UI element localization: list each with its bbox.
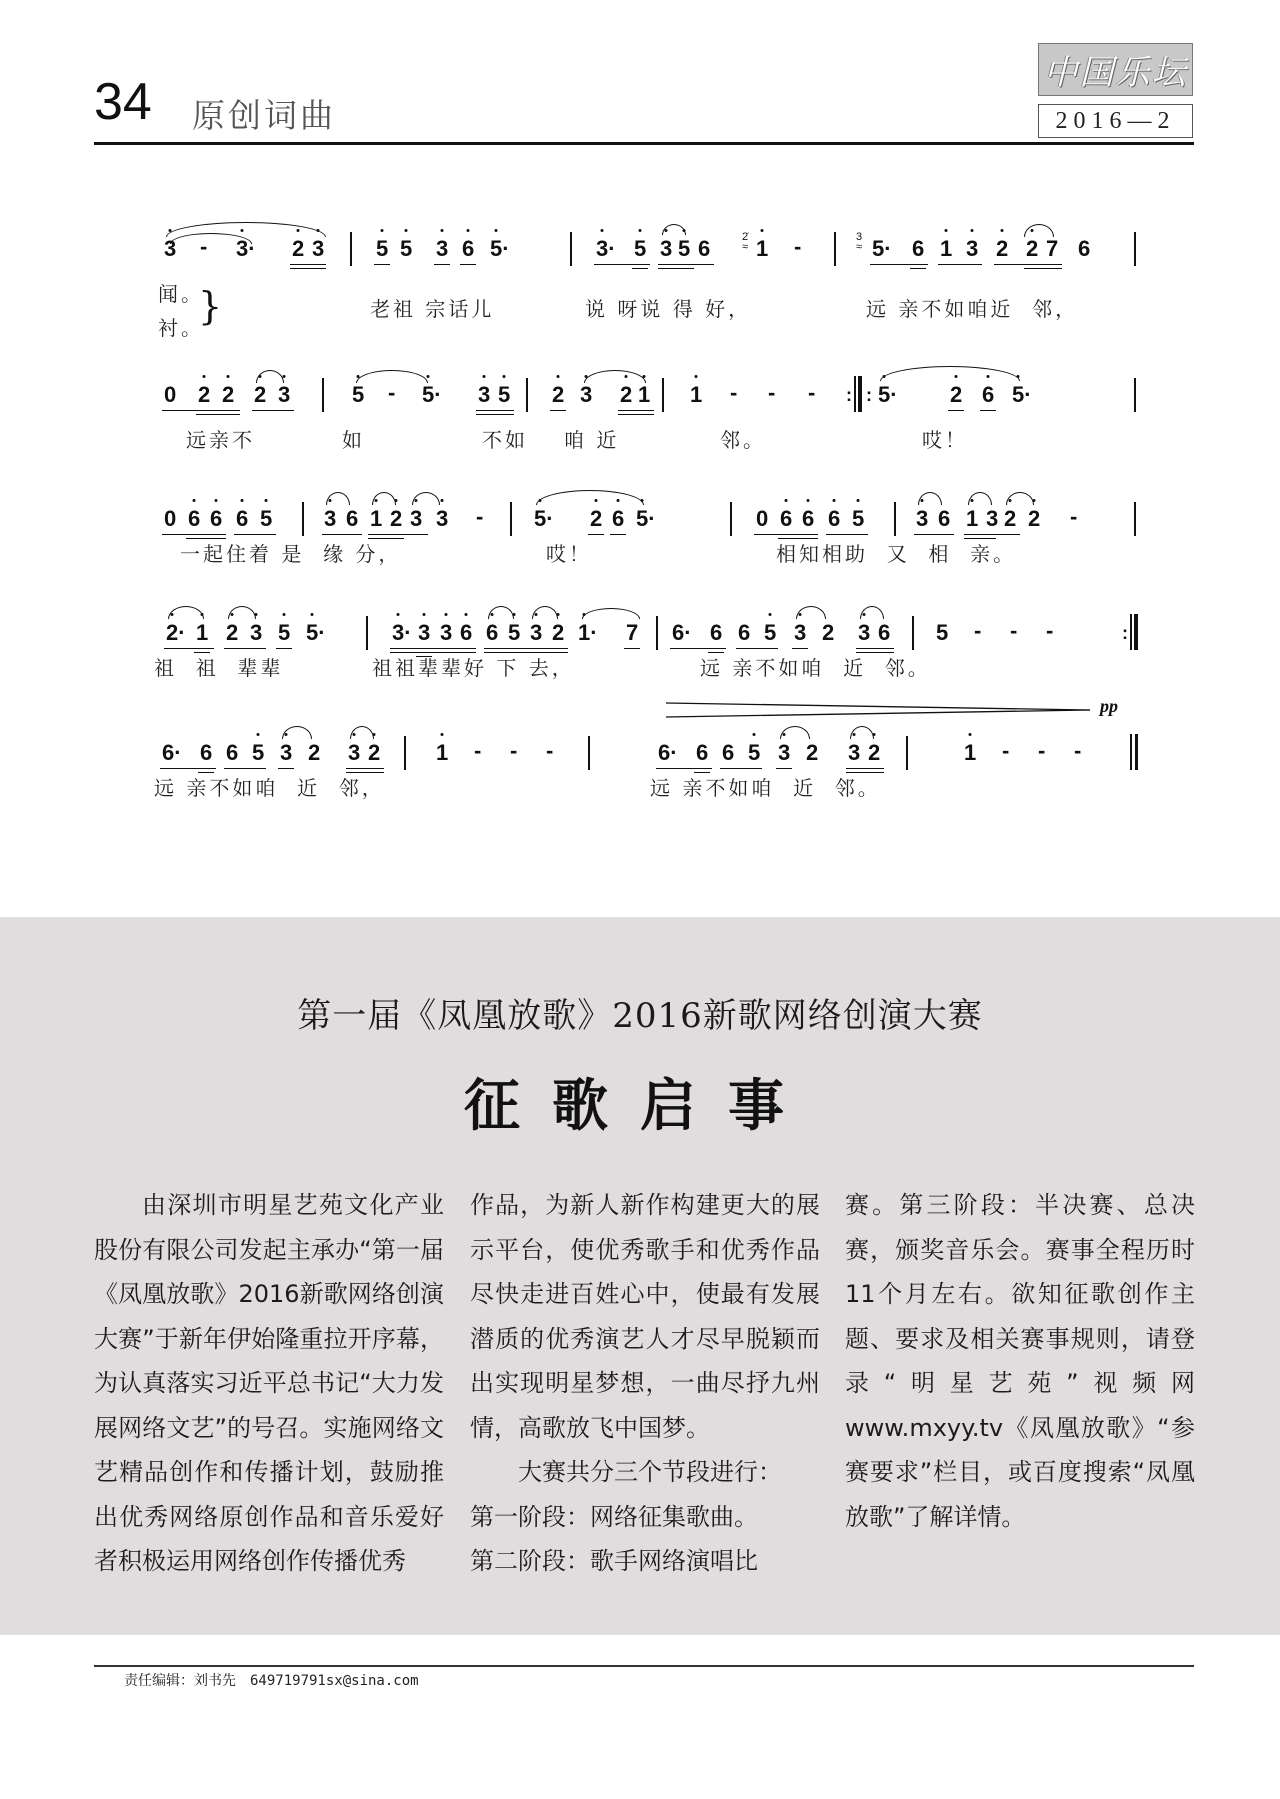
editor-label: 责任编辑：刘书先 <box>124 1673 236 1689</box>
issue-number: 2016—2 <box>1038 104 1193 138</box>
footer-rule <box>94 1665 1194 1667</box>
magazine-masthead: 中国乐坛 <box>1038 43 1193 96</box>
lyrics-line-1d: 说 呀说 得 好， <box>585 297 752 321</box>
brace: } <box>198 284 223 328</box>
lyrics-line-2e: 邻。 <box>720 428 766 452</box>
lyrics-line-3c: 相知相助 又 相 亲。 <box>776 542 1017 566</box>
notice-paragraph: 赛。第三阶段：半决赛、总决赛，颁奖音乐会。赛事全程历时11个月左右。欲知征歌创作主题、要求及相关赛事规则，请登录“明星艺苑”视频网www.mxyy.tv《凤凰放歌》“参赛要求”栏目，或百度搜索“凤凰放歌”了解详情。 <box>845 1191 1195 1531</box>
lyrics-line-2a: 远亲不 <box>186 428 255 452</box>
lyrics-line-1c: 老祖 宗话儿 <box>370 297 495 321</box>
notice-subtitle: 第一届《凤凰放歌》2016新歌网络创演大赛 <box>297 996 983 1036</box>
lyrics-line-2c: 不如 <box>482 428 528 452</box>
lyrics-line-4c: 远 亲不如咱 近 邻。 <box>700 656 931 680</box>
lyrics-line-2d: 咱 近 <box>564 428 620 452</box>
notice-stage-1: 第一阶段：网络征集歌曲。 <box>470 1502 758 1531</box>
lyrics-line-5b: 远 亲不如咱 近 邻。 <box>650 776 881 800</box>
notice-column-1 <box>94 1183 444 1584</box>
notice-title: 征歌启事 <box>464 1073 816 1139</box>
notice-paragraph: 作品，为新人新作构建更大的展示平台，使优秀歌手和优秀作品尽快走进百姓心中，使最有发展潜质的优秀演艺人才尽早脱颖而出实现明星梦想，一曲尽抒九州情，高歌放飞中国梦。 <box>470 1191 820 1442</box>
lyrics-line-3b: 哎！ <box>546 542 592 566</box>
lyrics-line-3a: 一起住着 是 缘 分， <box>180 542 402 566</box>
lyrics-line-1e: 远 亲不如咱近 邻， <box>866 297 1079 321</box>
notice-stage-2: 第二阶段：歌手网络演唱比 <box>470 1547 758 1575</box>
lyrics-line-5a: 远 亲不如咱 近 邻， <box>154 776 385 800</box>
dynamic-pp: pp <box>1100 696 1118 716</box>
lyrics-line-1a: 闻。 <box>158 282 204 306</box>
section-title: 原创词曲 <box>192 96 336 135</box>
decrescendo-hairpin <box>666 702 1096 718</box>
lyrics-line-2f: 哎！ <box>922 428 968 452</box>
notice-column-2 <box>470 1183 820 1584</box>
lyrics-line-1b: 衬。 <box>158 316 204 340</box>
lyrics-line-4b: 祖祖辈辈好 下 去， <box>372 656 575 680</box>
notice-paragraph: 大赛共分三个节段进行： <box>518 1458 782 1486</box>
notice-column-3 <box>845 1183 1195 1539</box>
page-number: 34 <box>94 73 152 131</box>
notice-paragraph: 由深圳市明星艺苑文化产业股份有限公司发起主承办“第一届《凤凰放歌》2016新歌网络创演大赛”于新年伊始隆重拉开序幕，为认真落实习近平总书记“大力发展网络文艺”的号召。实施网络文艺精品创作和传播计划，鼓励推出优秀网络原创作品和音乐爱好者积极运用网络创作传播优秀 <box>94 1191 444 1575</box>
editor-email: 649719791sx@sina.com <box>250 1673 419 1689</box>
lyrics-line-2b: 如 <box>342 428 365 452</box>
music-score: 3 - 3· 2 3 5 5 3 6 5· 3· 5 3 5 6 2̇ ≈ 1 - 3 ≈ 5· 6 1 3 2 2 7 6 闻。 衬。 } 老祖 宗话儿 说 呀说 得 好， 远 亲不如咱近 邻， 0 2 2 2 3 5 - 5· 3 5 2 3 2 1 1 - - - : : 5· 2 6 5· 远亲不 如 不如 咱 近 邻。 哎！ 0 6 6 6 5 3 6 1 2 3 3 - 5· 2 6 5· 0 6 6 6 5 3 6 1 3 2 2 - 一起住着 是 缘 分， 哎！ 相知相助 又 相 亲。 2· 1 2 3 5 5· 3· 3 3 6 6 5 3 2 1· 7 6· 6 6 5 3 2 3 6 5 - - - : 祖 祖 辈辈 祖祖辈辈好 下 去， 远 亲不如咱 近 邻。 pp 6· 6 6 5 3 2 3 2 1 - - - 6· 6 6 5 3 2 3 2 1 - - - 远 亲不如咱 近 邻， 远 亲不如咱 近 邻。 <box>0 0 1280 880</box>
lyrics-line-4a: 祖 祖 辈辈 <box>154 656 284 680</box>
footer-editor <box>124 1670 419 1690</box>
